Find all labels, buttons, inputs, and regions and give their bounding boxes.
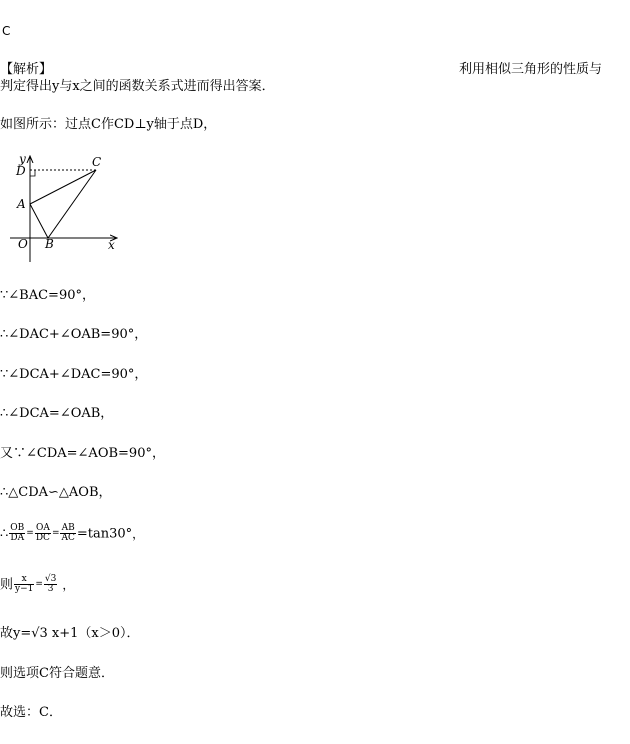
frac-den: AC: [61, 533, 75, 544]
missing-glyph: ，: [62, 577, 75, 592]
result-line: 故y=√3 x+1（x＞0）．: [0, 626, 140, 641]
triangle-abc: [30, 170, 96, 238]
equals: =: [35, 579, 43, 590]
equals: =: [26, 528, 34, 539]
label-o: O: [18, 237, 28, 251]
step-2: ∴∠DAC+∠OAB=90°，: [0, 327, 148, 342]
frac-den: DA: [10, 533, 25, 544]
fraction-oa-dc: [35, 524, 51, 544]
frac-den: DC: [35, 533, 50, 544]
fraction-x-y: [14, 575, 34, 595]
ratio-prefix: ∴: [0, 526, 9, 542]
frac-num: x: [14, 575, 34, 585]
frac-num: √3: [44, 574, 57, 584]
step-5: 又∵∠CDA=∠AOB=90°，: [0, 446, 165, 461]
label-b: B: [45, 237, 54, 251]
fraction-sqrt3-3: [44, 575, 57, 595]
frac-den: 3: [47, 584, 54, 595]
label-a: A: [17, 197, 26, 211]
right-angle-mark: [30, 170, 35, 176]
step-6: ∴△CDA∽△AOB，: [0, 485, 112, 500]
equals: =: [51, 528, 60, 539]
answer-letter: C: [2, 24, 11, 38]
label-d: D: [16, 164, 26, 178]
then-line: [0, 575, 74, 595]
frac-num: AB: [61, 523, 75, 533]
frac-num: OA: [35, 523, 50, 533]
conclusion-line: 则选项C符合题意．: [0, 666, 114, 681]
step-1: ∵∠BAC=90°，: [0, 288, 95, 303]
fraction-ab-ac: [60, 524, 75, 544]
step-4: ∴∠DCA=∠OAB，: [0, 406, 114, 421]
frac-den: y−1: [15, 584, 34, 595]
then-prefix: 则: [0, 577, 14, 593]
label-x: x: [108, 238, 115, 252]
missing-glyph: ，: [132, 526, 145, 541]
step-3: ∵∠DCA+∠DAC=90°，: [0, 367, 148, 382]
analysis-intro-cont: 判定得出y与x之间的函数关系式进而得出答案．: [0, 79, 275, 94]
frac-num: OB: [10, 523, 25, 533]
fraction-ob-da: [9, 524, 25, 544]
analysis-intro-right: 利用相似三角形的性质与: [459, 62, 603, 77]
final-answer: 故选：C．: [0, 705, 62, 720]
label-y: y: [19, 152, 26, 166]
tan-value: =tan30°: [76, 526, 133, 542]
analysis-heading: 【解析】: [0, 62, 53, 77]
geometry-figure: [10, 152, 140, 264]
label-c: C: [92, 155, 102, 169]
ratio-line: [0, 524, 144, 544]
figure-caption: 如图所示：过点C作CD⊥y轴于点D，: [0, 117, 217, 132]
